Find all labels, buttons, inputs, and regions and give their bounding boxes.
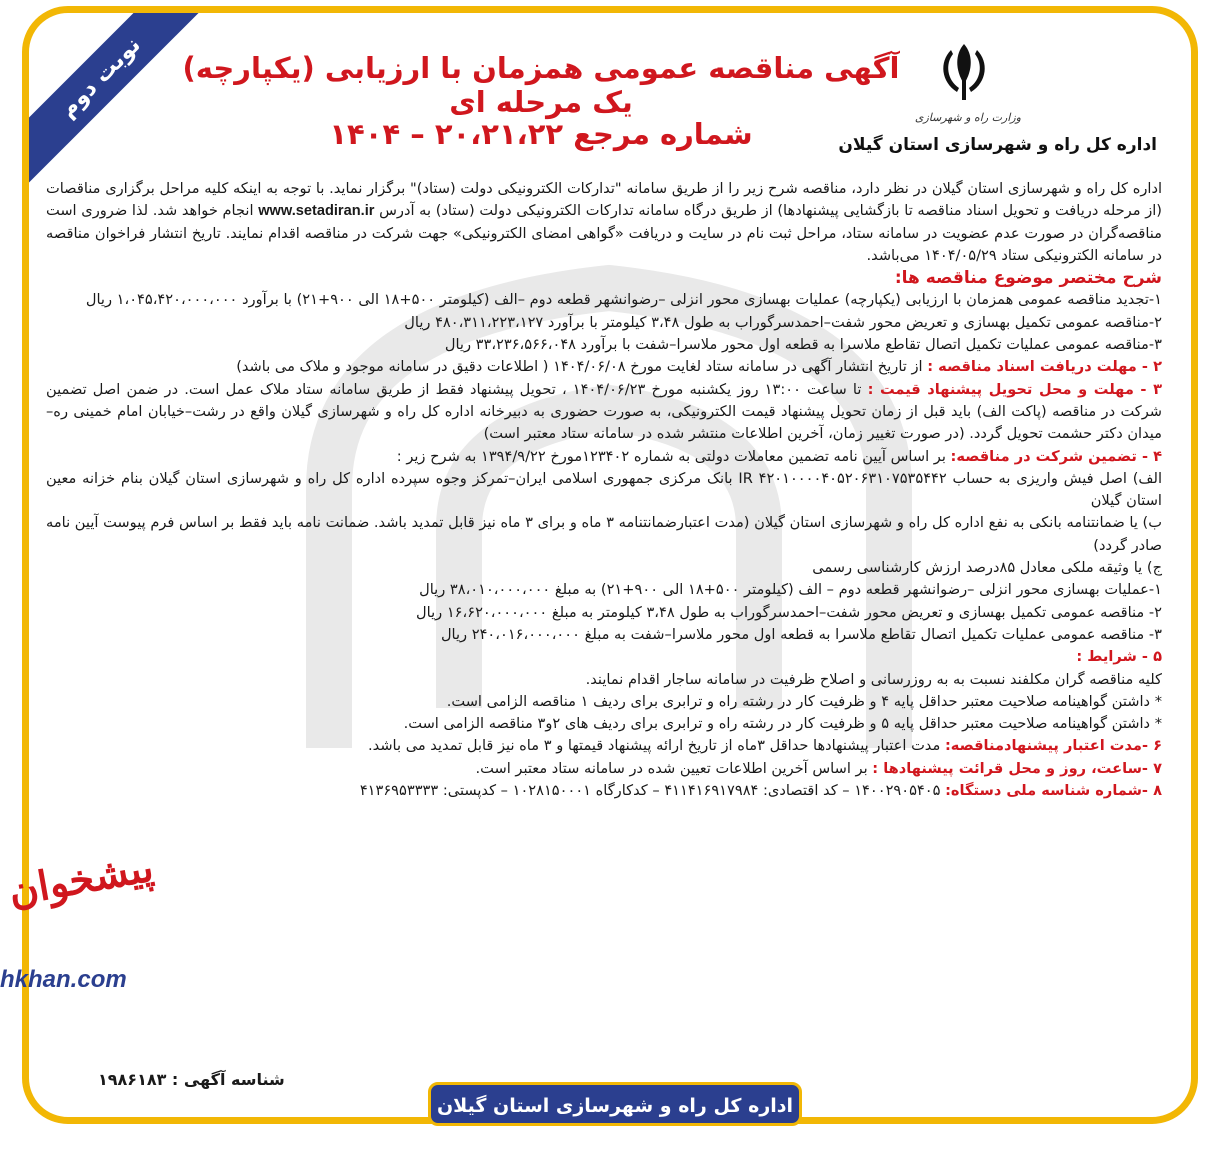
org-name: اداره کل راه و شهرسازی استان گیلان [838,135,1157,155]
subject-item-3: ۳-مناقصه عمومی عملیات تکمیل اتصال تقاطع ملاسرا به قطعه اول محور ملاسرا–شفت با برآورد ۳۳،۲۳۶،۵۶۶،۰۴۸ ریال [444,336,1162,354]
ad-body [46,178,1162,802]
footer-org-bar: اداره کل راه و شهرسازی استان گیلان [428,1082,802,1126]
guarantee-item-2: ۲- مناقصه عمومی تکمیل بهسازی و تعریض محور شفت–احمدسرگوراب به طول ۳،۴۸ کیلومتر به مبلغ ۱۶،۶۲۰،۰۰۰،۰۰۰ ریال [416,603,1162,621]
reference-number: شماره مرجع ۲۰،۲۱،۲۲ – ۱۴۰۴ [329,117,753,151]
guarantee-c: ج) یا وثیقه ملکی معادل ۸۵درصد ارزش کارشناسی رسمی [812,559,1162,577]
subject-heading: شرح مختصر موضوع مناقصه ها: [894,268,1162,289]
guarantee-item-1: ۱-عملیات بهسازی محور انزلی –رضوانشهر قطعه دوم – الف (کیلومتر ۵۰۰+۱۸ الی ۹۰۰+۲۱) به مبلغ ۳۸،۰۱۰،۰۰۰،۰۰۰ ریال [419,581,1162,599]
section-4: ۴ - تضمین شرکت در مناقصه: بر اساس آیین نامه تضمین معاملات دولتی به شماره ۱۲۳۴۰۲مورخ ۱۳۹۴/۹/۲۲ به شرح زیر : [396,447,1162,465]
section-7: ۷ -ساعت، روز و محل قرائت پیشنهادها : بر اساس آخرین اطلاعات تعیین شده در سامانه ستاد معتبر است. [475,759,1162,777]
pishkhan-logo-text: پیشخوان [5,843,157,916]
section-3: ۳ - مهلت و محل تحویل پیشنهاد قیمت : تا ساعت ۱۳:۰۰ روز یکشنبه مورخ ۱۴۰۴/۰۶/۲۳ ، تحویل پیشنهاد فقط از طریق سامانه ستاد ملاک عمل است. در ضمن اصل تضمین شرکت در مناقصه (پاکت الف) باید قبل از زمان تحویل پیشنهاد قیمت الکترونیکی، به صورت حضوری به دبیرخانه اداره کل راه و شهرسازی گیلان واقع در رشت–خیابان امام خمینی ره– میدان دکتر حشمت تحویل گردد. (در صورت تغییر زمان، آخرین اطلاعات منتشر شده در سامانه ستاد معتبر است) [46,380,1162,443]
section-8: ۸ -شماره شناسه ملی دستگاه: ۱۴۰۰۲۹۰۵۴۰۵ – کد اقتصادی: ۴۱۱۴۱۶۹۱۷۹۸۴ – کدکارگاه ۱۰۲۸۱۵۰۰۰۱ – کدپستی: ۴۱۳۶۹۵۳۳۳۳ [359,782,1162,800]
section-5-label: ۵ - شرایط : [1076,648,1162,666]
edition-badge: نوبت دوم [23,7,209,186]
guarantee-b: ب) یا ضمانتنامه بانکی به نفع اداره کل راه و شهرسازی استان گیلان (مدت اعتبارضمانتنامه ۳ ماه و برای ۳ ماه نیز قابل تمدید باشد. ضمانت نامه باید فقط بر اساس فرم پیوست آیین نامه صادر گردد) [46,514,1162,554]
condition-3: * داشتن گواهینامه صلاحیت معتبر حداقل پایه ۵ و ظرفیت کار در رشته راه و ترابری برای ردیف های ۲و۳ مناقصه الزامی است. [403,715,1162,733]
section-2: ۲ - مهلت دریافت اسناد مناقصه : از تاریخ انتشار آگهی در سامانه ستاد لغایت مورخ ۱۴۰۴/۰۶/۰۸ ( اطلاعات دقیق در سامانه موجود و ملاک می باشد) [236,358,1162,376]
guarantee-item-3: ۳- مناقصه عمومی عملیات تکمیل اتصال تقاطع ملاسرا به قطعه اول محور ملاسرا–شفت به مبلغ ۲۴۰،۰۱۶،۰۰۰،۰۰۰ ریال [440,625,1162,643]
subject-item-2: ۲-مناقصه عمومی تکمیل بهسازی و تعریض محور شفت–احمدسرگوراب به طول ۳،۴۸ کیلومتر با برآورد ۴۸۰،۳۱۱،۲۲۳،۱۲۷ ریال [404,313,1162,331]
ad-id: شناسه آگهی : ۱۹۸۶۱۸۳ [98,1070,285,1089]
iran-emblem-icon [933,40,995,104]
subject-item-1: ۱-تجدید مناقصه عمومی همزمان با ارزیابی (یکپارچه) عملیات بهسازی محور انزلی –رضوانشهر قطعه دوم –الف (کیلومتر ۵۰۰+۱۸ الی ۹۰۰+۲۱) با برآورد ۱،۰۴۵،۴۲۰،۰۰۰،۰۰۰ ریال [85,291,1162,309]
condition-1: کلیه مناقصه گران مکلفند نسبت به به روزرسانی و اصلاح ظرفیت در سامانه ساجار اقدام نمایند. [585,670,1162,688]
condition-2: * داشتن گواهینامه صلاحیت معتبر حداقل پایه ۴ و ظرفیت کار در رشته راه و ترابری برای ردیف ۱ مناقصه الزامی است. [446,692,1162,710]
intro-paragraph: اداره کل راه و شهرسازی استان گیلان در نظر دارد، مناقصه شرح زیر را از طریق سامانه "تدارکات الکترونیکی دولت (ستاد)" برگزار نماید. با توجه به اینکه کلیه مراحل برگزاری مناقصات (از مرحله دریافت و تحویل اسناد مناقصه تا بازگشایی پیشنهادها) از طریق درگاه سامانه تدارکات الکترونیکی دولت (ستاد) به آدرس www.setadiran.ir انجام خواهد شد. لذا ضروری است مناقصه‌گران در صورت عدم عضویت در سامانه ستاد، مراحل ثبت نام در سایت و دریافت «گواهی امضای الکترونیکی» جهت شرکت در مناقصه اقدام نمایند. تاریخ انتشار فراخوان مناقصه در سامانه الکترونیکی ستاد ۱۴۰۴/۰۵/۲۹ می‌باشد. [46,180,1162,264]
guarantee-a: الف) اصل فیش واریزی به حساب IR ۴۲۰۱۰۰۰۰۴۰۵۲۰۶۳۱۰۷۵۳۵۴۴۲ بانک مرکزی جمهوری اسلامی ایران–تمرکز وجوه سپرده اداره کل راه و شهرسازی استان گیلان بنام خزانه معین استان گیلان [46,469,1162,510]
section-6: ۶ -مدت اعتبار پیشنهادمناقصه: مدت اعتبار پیشنهادها حداقل ۳ماه از تاریخ ارائه پیشنهاد قیمتها و ۳ ماه نیز قابل تمدید می باشد. [368,737,1162,755]
setad-link[interactable]: www.setadiran.ir [258,203,375,220]
pishkhan-logo-url: hkhan.com [0,966,127,993]
pishkhan-logo [0,843,157,998]
ad-title: آگهی مناقصه عمومی همزمان با ارزیابی (یکپارچه) یک مرحله ای [182,51,900,119]
ministry-caption: وزارت راه و شهرسازی [914,111,1021,124]
